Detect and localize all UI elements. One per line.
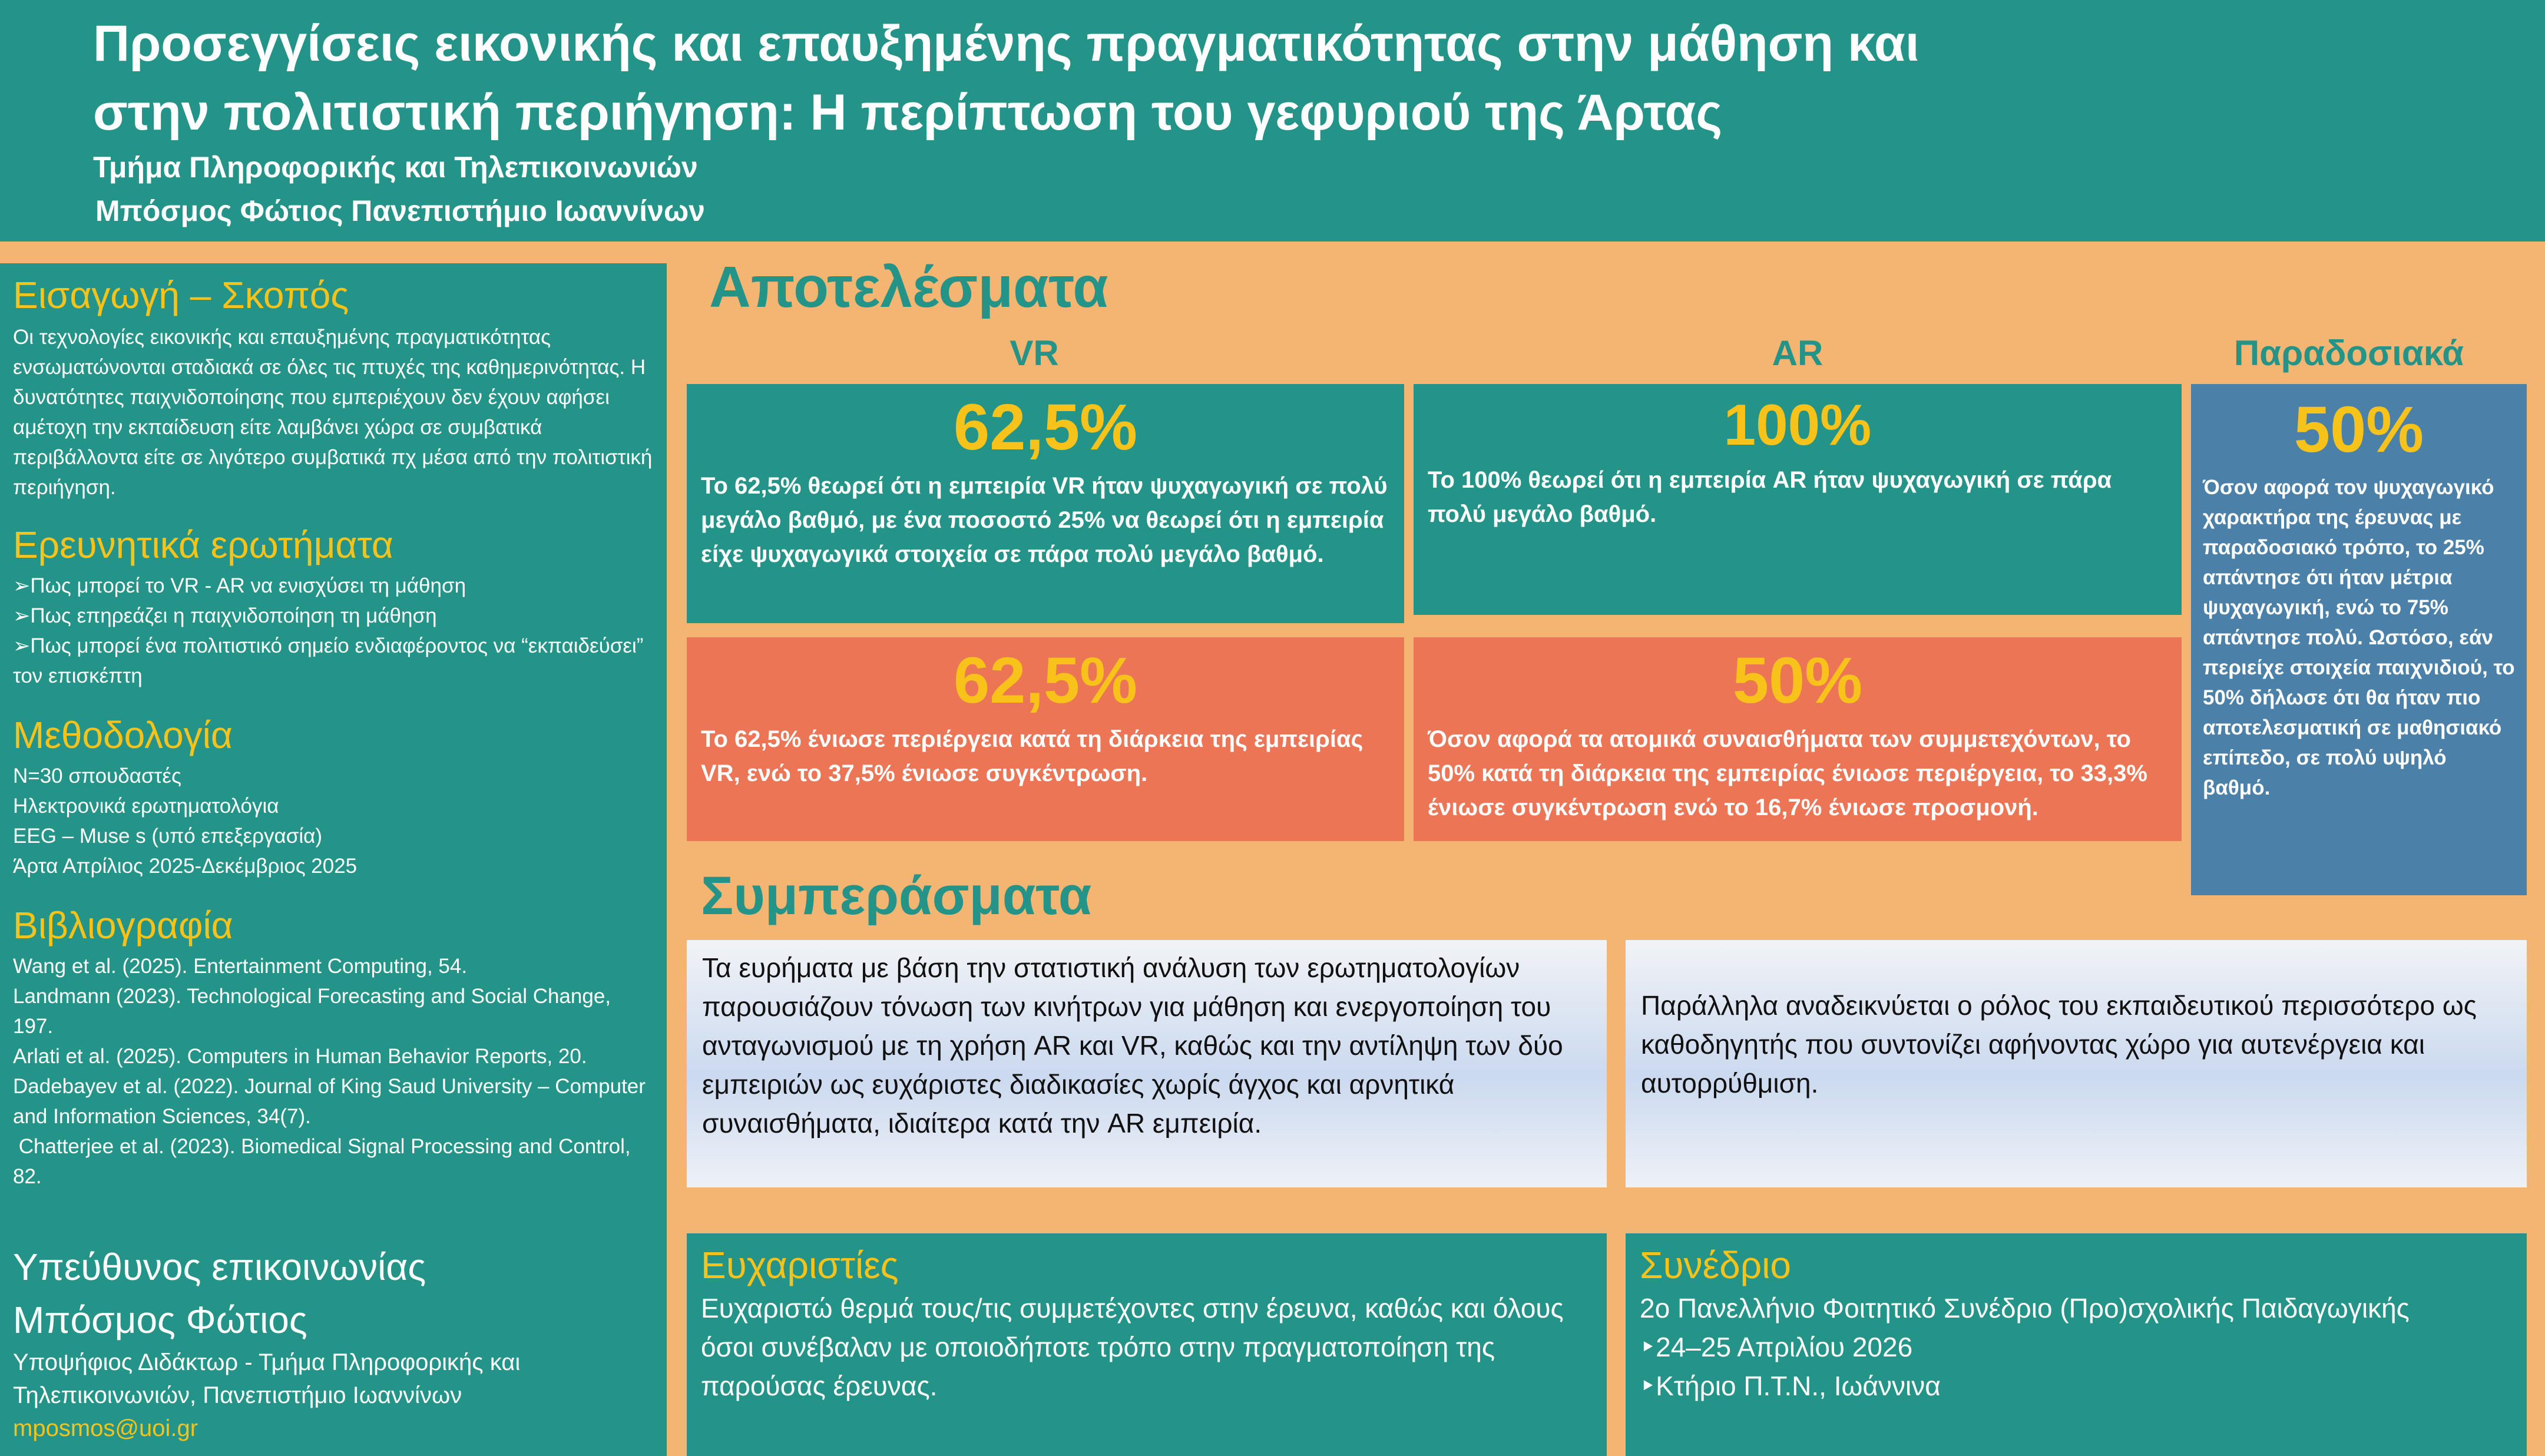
questions-list [13, 571, 655, 691]
poster-title-line-2: στην πολιτιστική περιήγηση: Η περίπτωση του γεφυριού της Άρτας [93, 84, 1723, 141]
reference-item: Wang et al. (2025). Entertainment Computing, 54. [13, 955, 468, 978]
reference-item: Chatterjee et al. (2023). Biomedical Signal Processing and Control, 82. [13, 1135, 637, 1188]
column-ar-title: AR [1772, 333, 1823, 373]
methodology-list [13, 761, 655, 881]
department-name: Τμήμα Πληροφορικής και Τηλεπικοινωνιών [93, 151, 698, 184]
conference-card [1626, 1233, 2527, 1456]
vr-emotion-text: Το 62,5% ένιωσε περιέργεια κατά τη διάρκεια της εμπειρίας VR, ενώ το 37,5% ένιωσε συγκέντρωση. [701, 726, 1363, 786]
poster-header [0, 0, 2545, 241]
thanks-heading: Ευχαριστίες [701, 1244, 899, 1286]
traditional-box [2191, 384, 2527, 895]
contact-heading: Υπεύθυνος επικοινωνίας [13, 1246, 426, 1288]
conclusions-heading: Συμπεράσματα [701, 866, 1092, 926]
conference-dates: ‣24–25 Απριλίου 2026 [1640, 1332, 1913, 1362]
methodology-item: Άρτα Απρίλιος 2025-Δεκέμβριος 2025 [13, 855, 358, 878]
reference-item: Dadebayev et al. (2022). Journal of King Saud University – Computer and Information Sciences, 34(7). [13, 1075, 646, 1128]
methodology-item: N=30 σπουδαστές [13, 765, 181, 787]
ar-emotion-text: Όσον αφορά τα ατομικά συναισθήματα των συμμετεχόντων, το 50% κατά τη διάρκεια της εμπειρίας ένιωσε περιέργεια, το 33,3% ένιωσε συγκέντρωση ενώ το 16,7% ένιωσε προσμονή. [1428, 726, 2147, 820]
thanks-card [687, 1233, 1607, 1456]
conference-venue: ‣Κτήριο Π.Τ.Ν., Ιωάννινα [1640, 1371, 1941, 1401]
sidebar-panel [0, 263, 667, 1456]
contact-name: Μπόσμος Φώτιος [13, 1299, 307, 1341]
traditional-percent: 50% [2294, 393, 2424, 466]
column-traditional-title: Παραδοσιακά [2233, 333, 2464, 373]
author-affiliation: Μπόσμος Φώτιος Πανεπιστήμιο Ιωαννίνων [95, 194, 705, 227]
conclusions-left-text: Τα ευρήματα με βάση την στατιστική ανάλυση των ερωτηματολογίων παρουσιάζουν τόνωση των κινήτρων για μάθηση και ενεργοποίηση του ανταγωνισμού με τη χρήση AR και VR, καθώς και την αντίληψη των δύο εμπειριών ως ευχάριστες διαδικασίες χωρίς άγχος και αρνητικά συναισθήματα, ιδιαίτερα κατά την AR εμπειρία. [702, 952, 1563, 1139]
conclusions-right-text: Παράλληλα αναδεικνύεται ο ρόλος του εκπαιδευτικού περισσότερο ως καθοδηγητής που συντονίζει αφήνοντας χώρο για αυτενέργεια και αυτορρύθμιση. [1641, 990, 2477, 1098]
ar-emotion-box [1414, 637, 2182, 841]
ar-emotion-percent: 50% [1732, 644, 1863, 717]
ar-entertainment-text: Το 100% θεωρεί ότι η εμπειρία AR ήταν ψυχαγωγική σε πάρα πολύ μεγάλο βαθμό. [1428, 467, 2112, 527]
thanks-text: Ευχαριστώ θερμά τους/τις συμμετέχοντες στην έρευνα, καθώς και όλους όσοι συνέβαλαν με οποιοδήποτε τρόπο στην πραγματοποίηση της παρούσας έρευνας. [701, 1293, 1564, 1401]
column-vr-title: VR [1010, 333, 1059, 373]
questions-heading: Ερευνητικά ερωτήματα [13, 524, 393, 566]
contact-email[interactable]: mposmos@uoi.gr [13, 1415, 198, 1441]
ar-entertainment-percent: 100% [1723, 392, 1872, 457]
reference-item: Arlati et al. (2025). Computers in Human Behavior Reports, 20. [13, 1045, 587, 1068]
question-item: ➢Πως μπορεί το VR - AR να ενισχύσει τη μάθηση [13, 574, 466, 597]
methodology-item: EEG – Muse s (υπό επεξεργασία) [13, 825, 323, 848]
ar-entertainment-box [1414, 384, 2182, 615]
methodology-item: Ηλεκτρονικά ερωτηματολόγια [13, 795, 279, 818]
conference-heading: Συνέδριο [1640, 1244, 1791, 1286]
vr-entertainment-percent: 62,5% [954, 391, 1137, 464]
traditional-text: Όσον αφορά τον ψυχαγωγικό χαρακτήρα της έρευνας με παραδοσιακό τρόπο, το 25% απάντησε ότι ήταν μέτρια ψυχαγωγική, ενώ το 75% απάντησε πολύ. Ωστόσο, εάν περιείχε στοιχεία παιχνιδιού, το 50% δήλωσε ότι θα ήταν πιο αποτελεσματική σε μαθησιακό επίπεδο, σε πολύ υψηλό βαθμό. [2203, 476, 2515, 799]
bibliography-list [13, 951, 655, 1192]
vr-entertainment-box [687, 384, 1404, 623]
bibliography-heading: Βιβλιογραφία [13, 904, 233, 947]
conference-name: 2ο Πανελλήνιο Φοιτητικό Συνέδριο (Προ)σχολικής Παιδαγωγικής [1640, 1293, 2410, 1323]
vr-emotion-box [687, 637, 1404, 841]
conclusions-left-box [687, 940, 1607, 1187]
question-item: ➢Πως μπορεί ένα πολιτιστικό σημείο ενδιαφέροντος να “εκπαιδεύσει” τον επισκέπτη [13, 634, 644, 687]
poster-title-line-1: Προσεγγίσεις εικονικής και επαυξημένης πραγματικότητας στην μάθηση και [93, 15, 1919, 72]
contact-role: Υποψήφιος Διδάκτωρ - Τμήμα Πληροφορικής και Τηλεπικοινωνιών, Πανεπιστήμιο Ιωαννίνων [13, 1349, 521, 1408]
vr-emotion-percent: 62,5% [954, 644, 1137, 717]
results-heading: Αποτελέσματα [709, 254, 1108, 319]
question-item: ➢Πως επηρεάζει η παιχνιδοποίηση τη μάθηση [13, 604, 437, 627]
conclusions-right-box [1626, 940, 2527, 1187]
intro-heading: Εισαγωγή – Σκοπός [13, 274, 349, 316]
vr-entertainment-text: Το 62,5% θεωρεί ότι η εμπειρία VR ήταν ψυχαγωγική σε πολύ μεγάλο βαθμό, με ένα ποσοστό 25% να θεωρεί ότι η εμπειρία είχε ψυχαγωγικά στοιχεία σε πάρα πολύ μεγάλο βαθμό. [701, 473, 1388, 567]
methodology-heading: Μεθοδολογία [13, 714, 233, 756]
reference-item: Landmann (2023). Technological Forecasting and Social Change, 197. [13, 985, 611, 1038]
intro-text: Οι τεχνολογίες εικονικής και επαυξημένης πραγματικότητας ενσωματώνονται σταδιακά σε όλες τις πτυχές της καθημερινότητας. Η δυνατότητες παιχνιδοποίησης που εμπεριέχουν δεν έχουν αφήσει αμέτοχη την εκπαίδευση είτε λαμβάνει χώρα σε συμβατικά περιβάλλοντα είτε σε λιγότερο συμβατικά πχ μέσα από την πολιτιστική περιήγηση. [13, 326, 653, 499]
